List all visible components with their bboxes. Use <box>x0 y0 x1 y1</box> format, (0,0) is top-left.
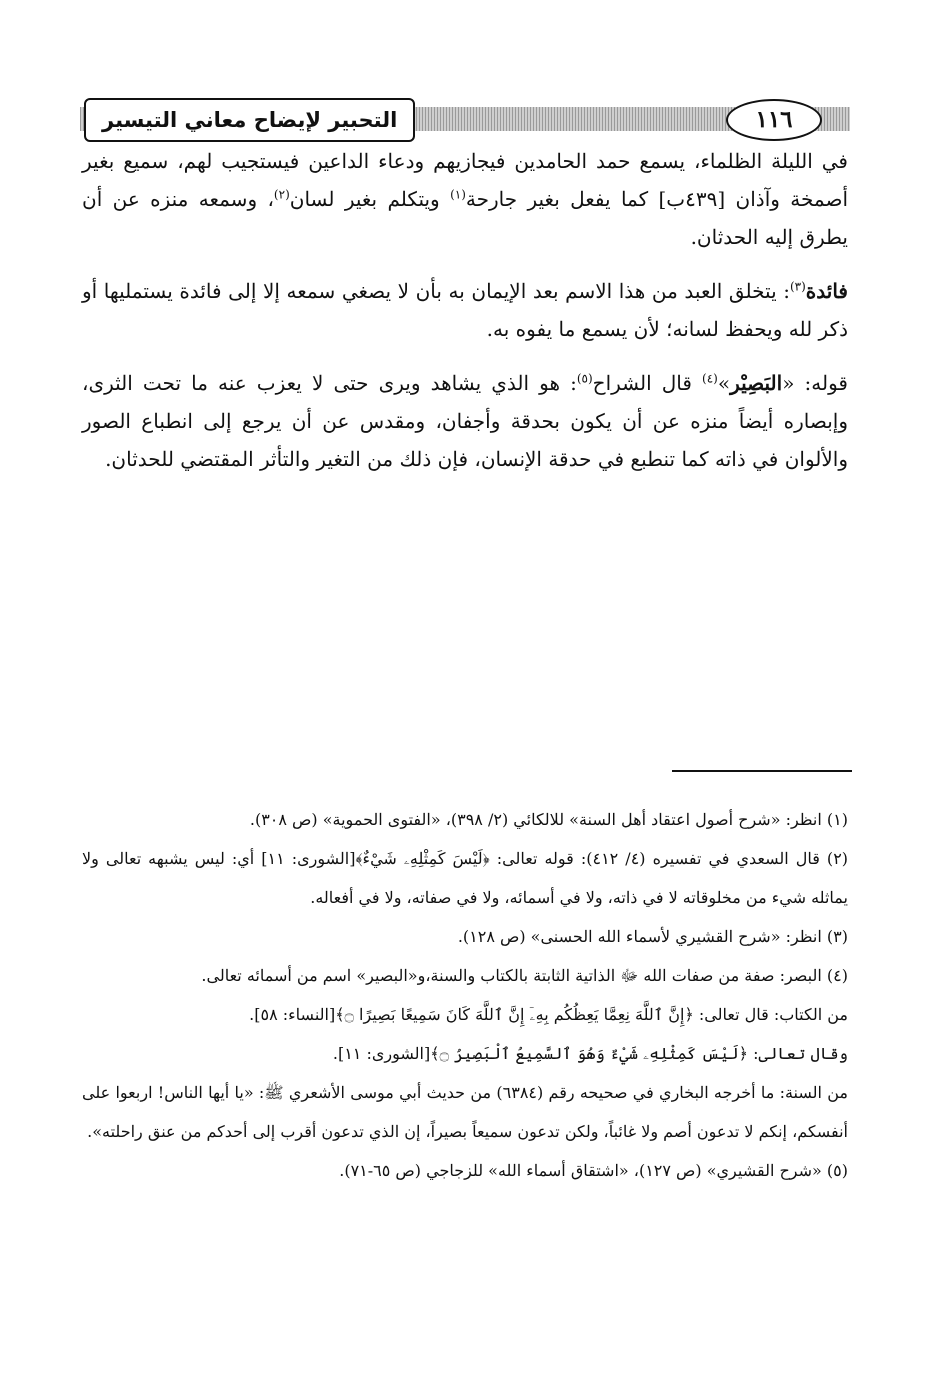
term-al-basir: البَصِيْر <box>730 371 783 395</box>
paragraph-3-mid: قال الشراح <box>592 371 703 395</box>
footnote-ref-3[interactable]: (٣) <box>789 279 806 294</box>
paragraph-1-end: ، وسمعه منزه عن أن يطرق إليه الحدثان. <box>82 187 848 249</box>
paragraph-3-pre: قوله: « <box>782 371 848 395</box>
paragraph-2-text: : يتخلق العبد من هذا الاسم بعد الإيمان به بأن لا يصغي سمعه إلا إلى فائدة يستمليها أو ذكر لله ويحفظ لسانه؛ لأن يسمع ما يفوه به. <box>82 279 848 341</box>
paragraph-1-start: في الليلة الظلماء، يسمع حمد الحامدين فيجازيهم ودعاء الداعين فيستجيب لهم، سميع بغير أصمخة وآذان [٤٣٩ب] كما يفعل بغير جارحة <box>82 149 849 211</box>
footnote-1: (١) انظر: «شرح أصول اعتقاد أهل السنة» للالكائي (٢/ ٣٩٨)، «الفتوى الحموية» (ص ٣٠٨). <box>249 810 848 829</box>
paragraph-2 <box>82 272 848 348</box>
paragraph-3 <box>82 364 848 478</box>
footnote-ref-2[interactable]: (٢) <box>273 187 290 202</box>
page-number: ١١٦ <box>726 99 822 141</box>
footnotes <box>82 800 848 1190</box>
footnote-4-quran-1: من الكتاب: قال تعالى: ﴿إِنَّ ٱللَّهَ نِعِمَّا يَعِظُكُم بِهِۦٓ إِنَّ ٱللَّهَ كَانَ سَمِيعًا بَصِيرًا ۝﴾[النساء: ٥٨]. <box>249 1005 848 1024</box>
benefit-label: فائدة <box>805 279 848 303</box>
paragraph-3-post: » <box>717 371 731 395</box>
footnote-4-sunnah: من السنة: ما أخرجه البخاري في صحيحه رقم (٦٣٨٤) من حديث أبي موسى الأشعري ﷺ: «يا أيها الناس! اربعوا على أنفسكم، إنكم لا تدعون أصم ولا غائباً، ولكن تدعون سميعاً بصيراً، إن الذي تدعون أقرب إلى أحدكم من عنق راحلته». <box>82 1083 849 1141</box>
paragraph-3-text: : هو الذي يشاهد ويرى حتى لا يعزب عنه ما تحت الثرى، وإبصاره أيضاً منزه عن أن يكون بحدقة وأجفان، ومقدس عن أن يرجع إلى انطباع الصور والألوان في ذاته كما تنطبع في حدقة الإنسان، فإن ذلك من التغير والتأثر المقتضي للحدثان. <box>82 371 848 471</box>
footnote-5: (٥) «شرح القشيري» (ص ١٢٧)، «اشتقاق أسماء الله» للزجاجي (ص ٦٥-٧١). <box>339 1161 848 1180</box>
footnote-separator <box>672 770 852 772</box>
footnote-2: (٢) قال السعدي في تفسيره (٤/ ٤١٢): قوله تعالى: ﴿لَيْسَ كَمِثْلِهِۦ شَيْءٌ﴾[الشورى: ١١] أي: ليس يشبهه تعالى ولا يماثله شيء من مخلوقاته لا في ذاته، ولا في أسمائه، ولا في صفاته، ولا في أفعاله. <box>82 849 849 907</box>
paragraph-1 <box>82 142 848 256</box>
footnote-ref-4[interactable]: (٤) <box>702 371 718 386</box>
footnote-ref-1[interactable]: (١) <box>450 187 466 202</box>
book-title: التحبير لإيضاح معاني التيسير <box>84 98 415 142</box>
paragraph-1-mid: ويتكلم بغير لسان <box>289 187 451 211</box>
main-text <box>82 142 848 494</box>
footnote-ref-5[interactable]: (٥) <box>576 371 593 386</box>
footnote-4: (٤) البصر: صفة من صفات الله ﷻ الذاتية الثابتة بالكتاب والسنة،و«البصير» اسم من أسمائه تعالى. <box>201 966 848 985</box>
footnote-4-quran-2: وقال تعالى: ﴿لَيْسَ كَمِثْلِهِۦ شَيْءٌ وَهُوَ ٱلسَّمِيعُ ٱلْبَصِيرُ ۝﴾[الشورى: ١١]. <box>332 1044 848 1063</box>
footnote-3: (٣) انظر: «شرح القشيري لأسماء الله الحسنى» (ص ١٢٨). <box>457 927 848 946</box>
page-header <box>80 98 850 140</box>
